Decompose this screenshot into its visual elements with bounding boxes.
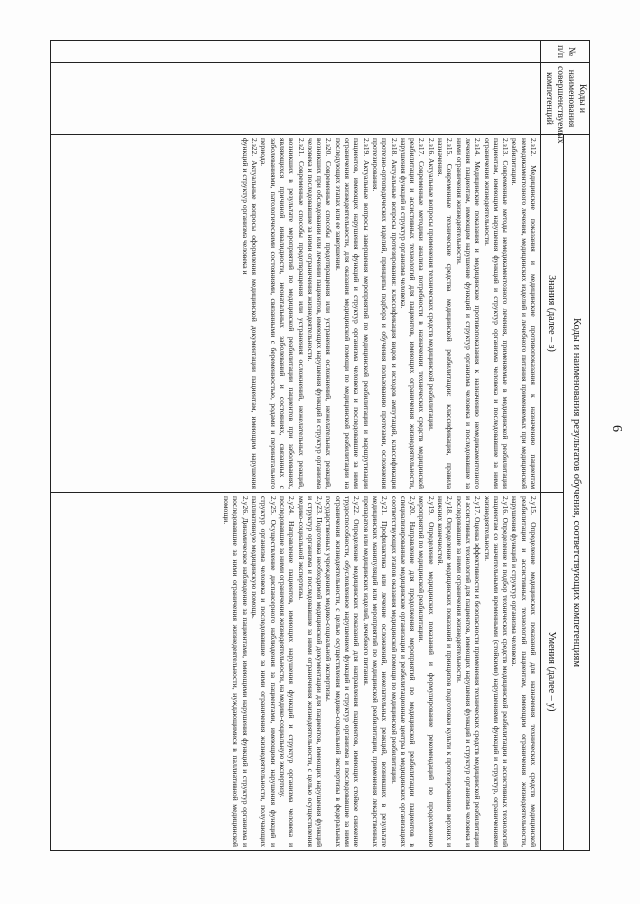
- knowledge-item: 2.з14. Медицинские показания и медицинские противопоказания к назначению немедикаментозного лечения пациентам, имеющим нарушение функций и структур организма человека и последовавшие за ними ограничения жизнедеятельности.: [454, 138, 483, 489]
- cell-number: [51, 41, 541, 63]
- cell-codes: [51, 63, 541, 135]
- header-codes: Коды и наименования совершенствуемых компетенций: [541, 63, 590, 135]
- page-number: 6: [609, 425, 624, 432]
- knowledge-item: 2.з15. Современные технические средства медицинской реабилитации: классификация, правила назначения.: [436, 138, 455, 489]
- skill-item: 2.у22. Определение медицинских показаний для направления пациентов, имеющих стойкое снижение трудоспособности, обусловленное нарушением функций и структур организма и последовавшие за ними ограничения жизнедеятельности, с целью осуществления медико-социальной экспертизы в федеральных государственных учреждениях медико-социальной экспертизы.: [324, 496, 362, 848]
- skill-item: 2.у16. Определение и подбор технических средств медицинской реабилитации и ассистивных технологий пациентам со значительными временными (стойкими) нарушениями функций и структур, ограничениями жизнедеятельности.: [482, 496, 511, 848]
- skill-item: 2.у17. Оценка эффективности и безопасности применения технических средств медицинской реабилитации и ассистивных технологий для пациентов, имеющих нарушения функций и структур организма человека и последовавшие за ними ограничения жизнедеятельности.: [454, 496, 483, 848]
- rotated-content: [50, 40, 624, 850]
- knowledge-item: 2.з13. Современные методы немедикаментозного лечения, применяемые в медицинской реабилитации пациентам, имеющим нарушения функций и структур организма человека и последовавшие за ними ограничения жизнедеятельности.: [482, 138, 511, 489]
- skill-item: 2.у25. Осуществление диспансерного наблюдения за пациентами, имеющими нарушения функций и структур организма человека и последовавшие за ними ограничения жизнедеятельности, получающих паллиативную медицинскую помощь.: [250, 496, 278, 848]
- knowledge-item: 2.з16. Актуальные вопросы применения технических средств медицинской реабилитации.: [426, 138, 436, 431]
- skills-cell: [51, 493, 541, 851]
- header-skills: Умения (далее – у): [541, 493, 564, 851]
- knowledge-item: 2.з18. Актуальные вопросы протезирования: классификация видов и исходов ампутаций, классификация протезно-ортопедических изделий, принципы подбора и обучения пользованию протезами, осложнения протезирования.: [370, 138, 399, 489]
- header-results: Коды и наименования результатов обучения, соответствующих компетенциям: [563, 135, 589, 851]
- competency-table: [50, 40, 590, 851]
- knowledge-item: 2.з19. Актуальные вопросы завершения мероприятий по медицинской реабилитации и маршрутизации пациентов, имеющих нарушения функций и структур организма человека и последовавшие за ними ограничения жизнедеятельности, для оказания медицинской помощи по медицинской реабилитации на последующих этапах или ее завершения.: [333, 138, 371, 489]
- skill-item: 2.у23. Подготовка необходимой медицинской документации для пациентов, имеющих нарушения функций и структур организма и последовавшие за ними ограничения жизнедеятельности, с целью осуществления медико-социальной экспертизы.: [296, 496, 325, 848]
- knowledge-item: 2.з20. Современные способы предотвращения или устранения осложнений, нежелательных реакций, возникших при обследовании или лечении пациентов, имеющих нарушения функций и структур организма человека и последовавшие за ними ограничения жизнедеятельности.: [305, 138, 334, 489]
- skill-item: 2.у20. Направление для продолжения мероприятий по медицинской реабилитации пациентов в специализированные медицинские организации и реабилитационные центры в медицинских организациях соответствующих этапов оказания медицинской помощи по медицинской реабилитации.: [389, 496, 418, 848]
- skill-item: 2.у19. Определение медицинских показаний и формулирование рекомендаций по продолжению мероприятий по медицинской реабилитации.: [417, 496, 436, 848]
- skill-item: 2.у21. Профилактика или лечение осложнений, нежелательных реакций, возникших в результате медицинских манипуляций или мероприятий по медицинской реабилитации, применения лекарственных препаратов или медицинских изделий, лечебного питания.: [361, 496, 390, 848]
- skill-item: 2.у26. Динамическое наблюдение за пациентами, имеющими нарушения функций и структур организма и последовавшие за ними ограничения жизнедеятельности, нуждающимися в паллиативной медицинской помощи.: [222, 496, 250, 848]
- knowledge-item: 2.з12. Медицинские показания и медицинские противопоказания к назначению пациентам немедикаментозного лечения, медицинских изделий и лечебного питания применяемых при медицинской реабилитации.: [510, 138, 538, 489]
- skill-item: 2.у18. Определение медицинских показаний и принципов подготовки культи к протезированию верхних и нижних конечностей.: [436, 496, 455, 848]
- knowledge-item: 2.з17. Современные методики анализа потребности в назначении технических средств медицинской реабилитации и ассистивных технологий для пациентов, имеющих ограничения жизнедеятельности, нарушения функций и структур организма человека.: [398, 138, 427, 489]
- knowledge-cell: [51, 135, 541, 493]
- header-knowledge: Знания (далее – з): [541, 135, 564, 493]
- header-number: № п/п: [541, 41, 590, 63]
- skill-item: 2.у24. Направление пациентов, имеющих нарушения функций и структур организма человека и последовавшие за ними ограничения жизнедеятельности, на медико-социальную экспертизу.: [277, 496, 297, 848]
- skill-item: 2.у15. Определение медицинских показаний для назначения технических средств медицинской реабилитации и ассистивных технологий пациентам, имеющим ограничения жизнедеятельности, нарушения функций и структур организма человека.: [510, 496, 538, 848]
- knowledge-item: 2.з22. Актуальные вопросы оформления медицинской документации пациентам, имеющим нарушения функций и структур организма человека и: [240, 138, 260, 489]
- knowledge-item: 2.з21. Современные способы предотвращения или устранения осложнений, нежелательных реакций, возникших в результате мероприятий по медицинской реабилитации пациентов при заболеваниях, являющихся причиной инвалидности, неонатальных заболеваний и состояниях, связанных с заболеваниями, патологическими состояниями, связанными с беременностью, родами и перинатального периода.: [259, 138, 306, 489]
